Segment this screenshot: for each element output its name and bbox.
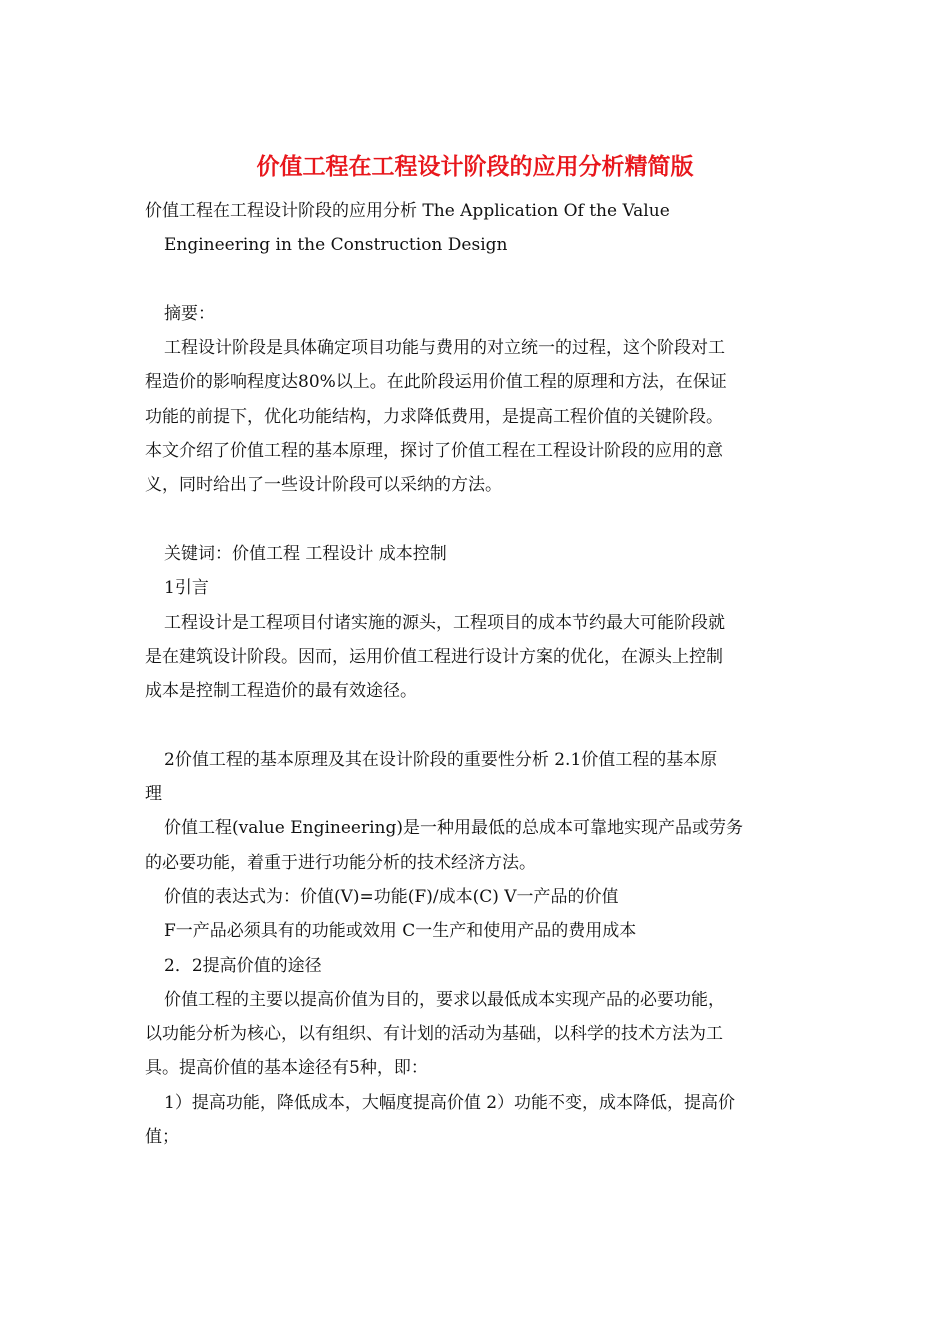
text-line: Engineering in the Construction Design [164, 235, 508, 256]
document-body [145, 194, 810, 1154]
text-line: 工程设计阶段是具体确定项目功能与费用的对立统一的过程，这个阶段对工 [164, 338, 725, 359]
text-line: F一产品必须具有的功能或效用 C一生产和使用产品的费用成本 [164, 921, 637, 942]
text-line: 以功能分析为核心，以有组织、有计划的活动为基础，以科学的技术方法为工 [145, 1024, 723, 1045]
text-line: 义，同时给出了一些设计阶段可以采纳的方法。 [145, 475, 502, 496]
text-line: 2．2提高价值的途径 [164, 955, 322, 976]
blank-line [145, 503, 810, 537]
text-line: 值； [145, 1127, 179, 1148]
document-title: 价值工程在工程设计阶段的应用分析精简版 [256, 154, 694, 180]
text-line: 的必要功能，着重于进行功能分析的技术经济方法。 [145, 852, 536, 873]
text-line: 理 [145, 784, 162, 805]
text-line: 价值的表达式为：价值(V)=功能(F)/成本(C) V一产品的价值 [164, 886, 619, 907]
text-line: 具。提高价值的基本途径有5种，即： [145, 1058, 428, 1079]
text-line: 关键词：价值工程 工程设计 成本控制 [164, 543, 447, 564]
blank-line [145, 263, 810, 297]
blank-line [145, 708, 810, 742]
text-line: 价值工程的主要以提高价值为目的，要求以最低成本实现产品的必要功能， [164, 989, 725, 1010]
text-line: 工程设计是工程项目付诸实施的源头，工程项目的成本节约最大可能阶段就 [164, 612, 725, 633]
text-line: 价值工程在工程设计阶段的应用分析 The Application Of the Value [145, 201, 670, 221]
text-line: 本文介绍了价值工程的基本原理，探讨了价值工程在工程设计阶段的应用的意 [145, 441, 723, 462]
text-line: 是在建筑设计阶段。因而，运用价值工程进行设计方案的优化，在源头上控制 [145, 646, 723, 667]
text-line: 1）提高功能，降低成本，大幅度提高价值 2）功能不变，成本降低，提高价 [164, 1092, 736, 1113]
text-line: 功能的前提下，优化功能结构，力求降低费用，是提高工程价值的关键阶段。 [145, 406, 723, 427]
text-line: 2价值工程的基本原理及其在设计阶段的重要性分析 2.1价值工程的基本原 [164, 749, 718, 770]
text-line: 程造价的影响程度达80%以上。在此阶段运用价值工程的原理和方法，在保证 [145, 372, 727, 393]
text-line: 成本是控制工程造价的最有效途径。 [145, 681, 417, 702]
text-line: 1引言 [164, 578, 209, 599]
text-line: 摘要： [164, 303, 215, 324]
text-line: 价值工程(value Engineering)是一种用最低的总成本可靠地实现产品或劳务 [164, 818, 743, 839]
